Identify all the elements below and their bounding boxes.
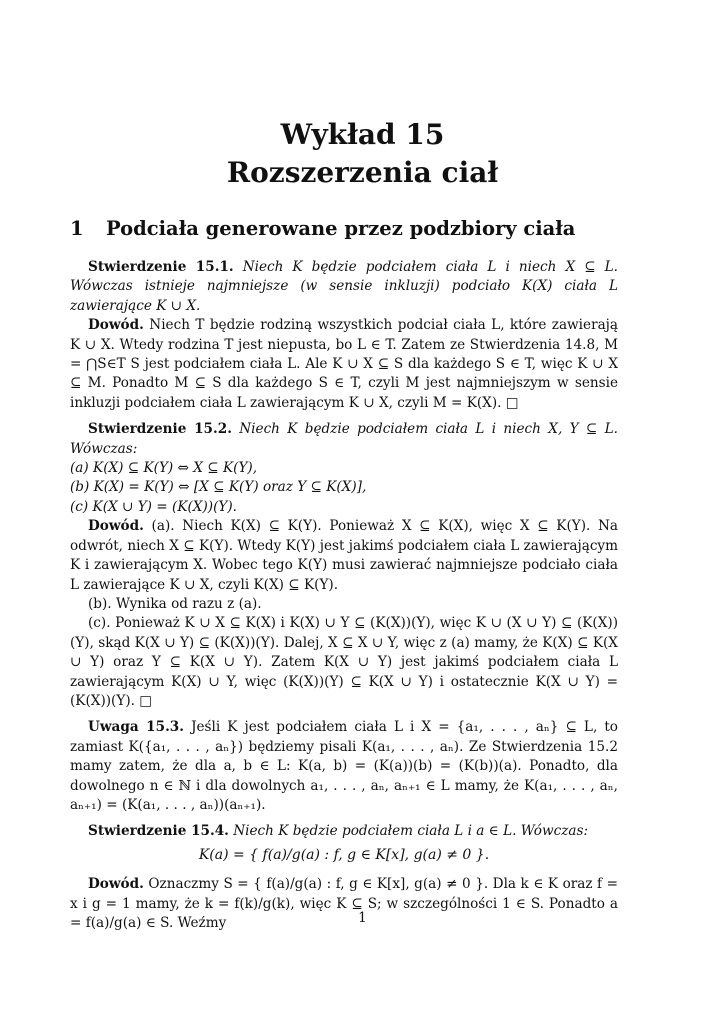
proposition-item-c: (c) K(X ∪ Y) = (K(X))(Y). [70,498,237,515]
document-body [70,258,618,940]
proof-part-b: (b). Wynika od razu z (a). [88,595,262,612]
remark-label: Uwaga 15.3. [88,719,184,736]
proposition-15-1 [70,258,618,413]
proof-label: Dowód. [88,518,144,535]
display-formula: K(a) = { f(a)/g(a) : f, g ∈ K[x], g(a) ≠ 0 }. [198,846,490,863]
proposition-statement: Niech K będzie podciałem ciała L i a ∈ L. Wówczas: [233,823,589,840]
proof-text: Niech T będzie rodziną wszystkich podciał ciała L, które zawierają K ∪ X. Wtedy rodzina T jest niepusta, bo L ∈ T. Zatem ze Stwierdzenia 14.8, M = ⋂S∈T S jest podciałem ciała L. Ale K ∪ X ⊆ S dla każdego S ∈ T, więc K ∪ X ⊆ M. Ponadto M ⊆ S dla każdego S ∈ T, czyli M jest najmniejszym w sensie inkluzji podciałem ciała L zawierającym K ∪ X, czyli M = K(X). □ [70,317,618,411]
proposition-item-a: (a) K(X) ⊆ K(Y) ⇔ X ⊆ K(Y), [70,460,258,477]
section-heading [70,219,575,238]
proposition-label: Stwierdzenie 15.4. [88,823,229,840]
proof-part-c: (c). Ponieważ K ∪ X ⊆ K(X) i K(X) ∪ Y ⊆ (K(X))(Y), więc K ∪ (X ∪ Y) ⊆ (K(X))(Y), skąd K(X ∪ Y) ⊆ (K(X))(Y). Dalej, X ⊆ X ∪ Y, więc z (a) mamy, że K(X) ⊆ K(X ∪ Y) oraz Y ⊆ K(X ∪ Y). Zatem K(X ∪ Y) jest jakimś podciałem ciała L zawierającym K(X) ∪ Y, więc (K(X))(Y) ⊆ K(X ∪ Y) i ostatecznie K(X ∪ Y) = (K(X))(Y). □ [70,615,618,709]
remark-text: Jeśli K jest podciałem ciała L i X = {a₁, . . . , aₙ} ⊆ L, to zamiast K({a₁, . . . , aₙ}) będziemy pisali K(a₁, . . . , aₙ). Ze Stwierdzenia 15.2 mamy zatem, że dla a, b ∈ L: K(a, b) = (K(a))(b) = (K(b))(a). Ponadto, dla dowolnego n ∈ ℕ i dla dowolnych a₁, . . . , aₙ, aₙ₊₁ ∈ L mamy, że K(a₁, . . . , aₙ, aₙ₊₁) = (K(a₁, . . . , aₙ))(aₙ₊₁). [70,719,618,813]
proposition-label: Stwierdzenie 15.1. [88,259,234,275]
section-number: 1 [70,217,84,240]
lecture-title [0,116,725,192]
title-line-2: Rozszerzenia ciał [226,156,499,189]
proof-label: Dowód. [88,317,144,334]
proposition-statement: Niech K będzie podciałem ciała L i niech X, Y ⊆ L. Wówczas: [70,421,618,457]
proposition-item-b: (b) K(X) = K(Y) ⇔ [X ⊆ K(Y) oraz Y ⊆ K(X)], [70,479,367,496]
page-number: 1 [358,910,367,926]
proof-text: Oznaczmy S = { f(a)/g(a) : f, g ∈ K[x], g(a) ≠ 0 }. Dla k ∈ K oraz f = x i g = 1 mamy, że k = f(k)/g(k), więc K ⊆ S; w szczególności 1 ∈ S. Ponadto a = f(a)/g(a) ∈ S. Weźmy [70,876,618,931]
proposition-statement: Niech K będzie podciałem ciała L i niech X ⊆ L. Wówczas istnieje najmniejsze (w sensie inkluzji) podciało K(X) ciała L zawierające K ∪ X. [70,259,618,314]
proposition-15-2 [70,420,618,711]
proposition-label: Stwierdzenie 15.2. [88,421,232,438]
proof-part-a: (a). Niech K(X) ⊆ K(Y). Ponieważ X ⊆ K(X), więc X ⊆ K(Y). Na odwrót, niech X ⊆ K(Y). Wtedy K(Y) jest jakimś podciałem ciała L zawierającym K i zawierającym X. Wobec tego K(Y) musi zawierać najmniejsze podciało ciała L zawierające K ∪ X, czyli K(X) ⊆ K(Y). [70,518,618,593]
title-line-1: Wykład 15 [280,118,445,151]
section-title: Podciała generowane przez podzbiory ciała [106,217,576,240]
remark-15-3 [70,718,618,815]
proof-label: Dowód. [88,876,144,893]
